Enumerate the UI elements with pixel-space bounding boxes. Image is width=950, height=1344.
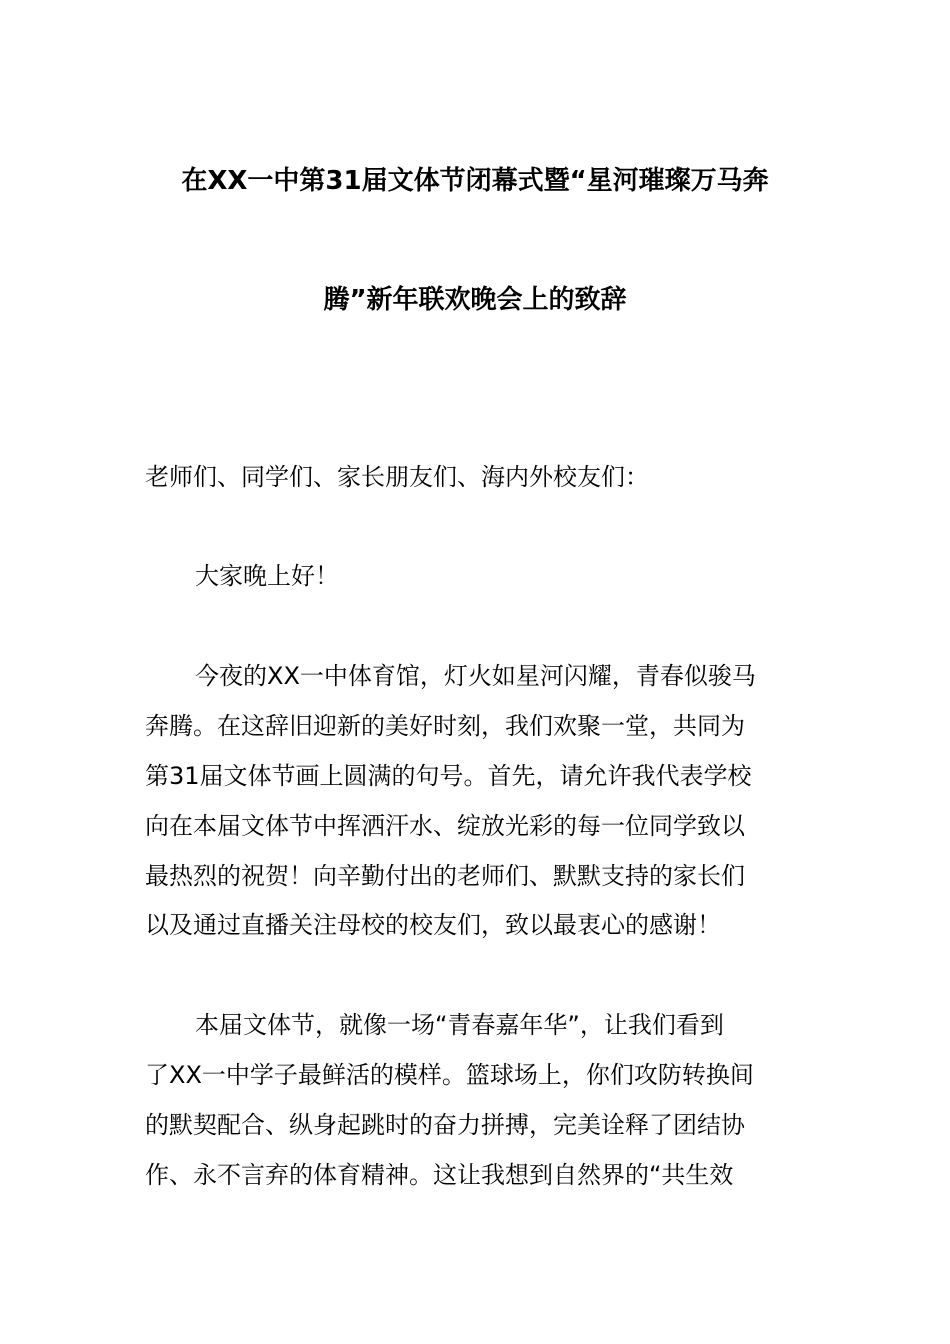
paragraph-1-line: 以及通过直播关注母校的校友们，致以最衷心的感谢！: [145, 911, 721, 939]
paragraph-2-line: 本届文体节，就像一场“青春嘉年华”，让我们看到: [195, 1011, 724, 1039]
document-title-line-1: 在XX一中第31届文体节闭幕式暨“星河璀璨万马奔: [181, 166, 769, 196]
paragraph-2-line: 作、永不言弃的体育精神。这让我想到自然界的“共生效: [145, 1161, 734, 1189]
paragraph-1-line: 今夜的XX一中体育馆，灯火如星河闪耀，青春似骏马: [195, 662, 756, 690]
paragraph-1-line: 奔腾。在这辞旧迎新的美好时刻，我们欢聚一堂，共同为: [145, 712, 745, 740]
salutation: 老师们、同学们、家长朋友们、海内外校友们：: [145, 463, 649, 491]
greeting: 大家晚上好！: [195, 562, 339, 590]
paragraph-2-line: 了XX一中学子最鲜活的模样。篮球场上，你们攻防转换间: [145, 1061, 754, 1089]
paragraph-2-line: 的默契配合、纵身起跳时的奋力拼搏，完美诠释了团结协: [145, 1111, 745, 1139]
document-title-line-2: 腾”新年联欢晚会上的致辞: [323, 285, 627, 315]
paragraph-1-line: 向在本届文体节中挥洒汗水、绽放光彩的每一位同学致以: [145, 812, 745, 840]
paragraph-1-line: 第31届文体节画上圆满的句号。首先，请允许我代表学校: [145, 762, 752, 790]
paragraph-1-line: 最热烈的祝贺！向辛勤付出的老师们、默默支持的家长们: [145, 862, 745, 890]
